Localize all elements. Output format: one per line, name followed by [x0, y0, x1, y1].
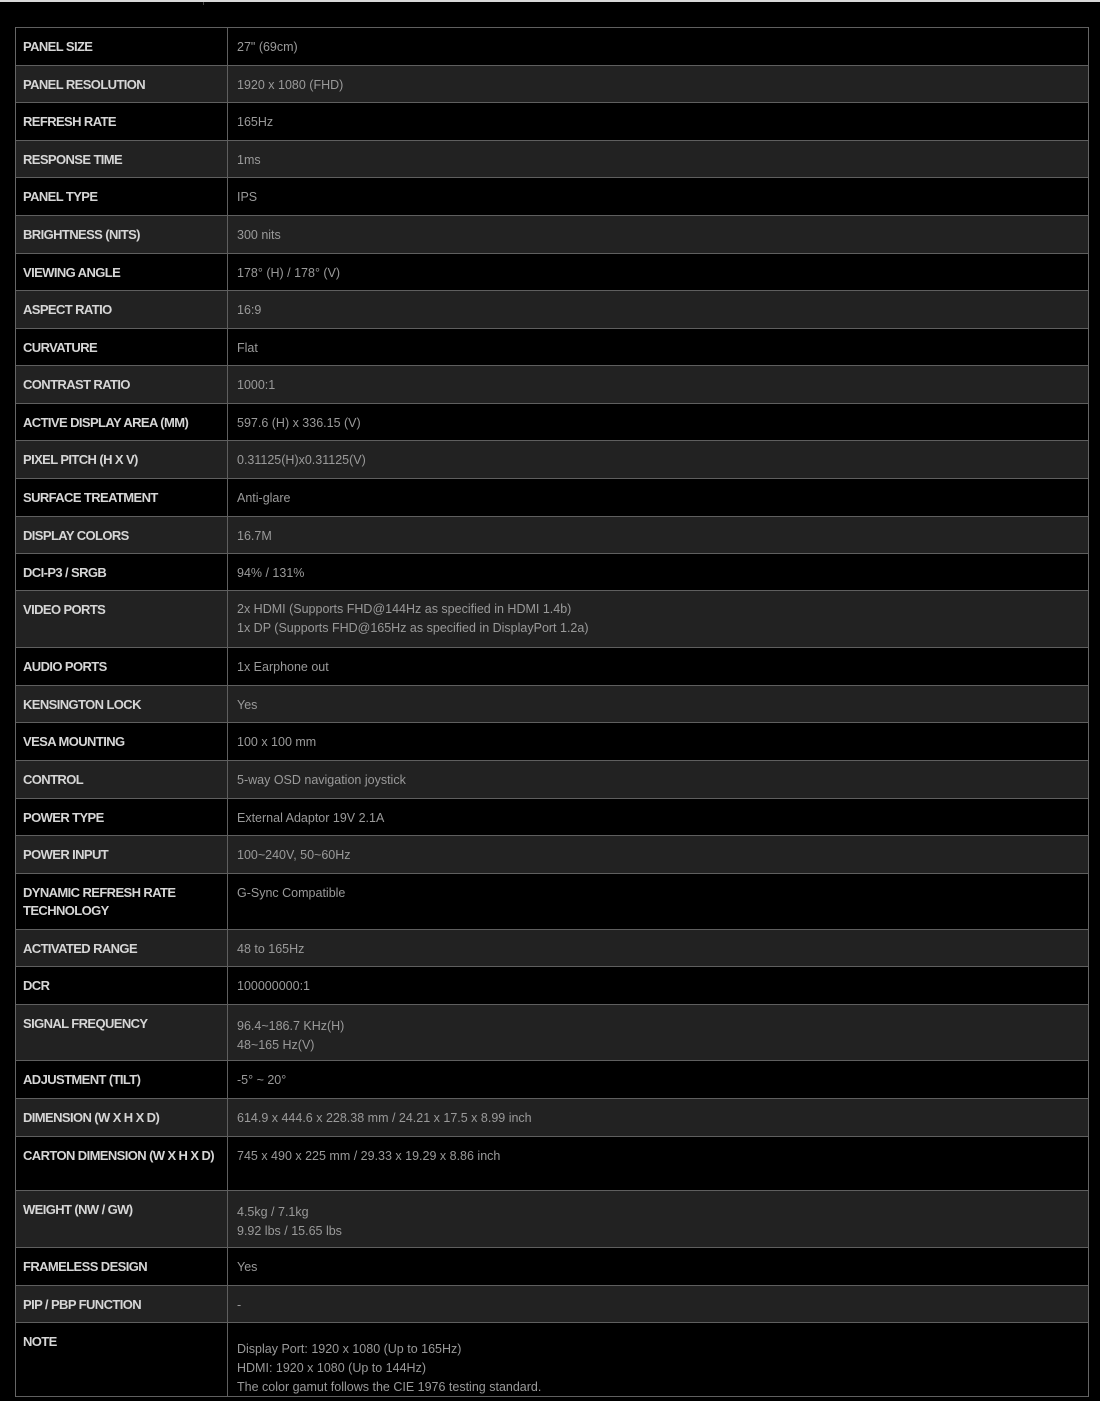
spec-row — [16, 929, 1088, 966]
spec-label: RESPONSE TIME — [16, 141, 228, 177]
spec-value-line: 300 nits — [237, 228, 281, 242]
spec-value — [228, 761, 1088, 798]
spec-value-line: 4.5kg / 7.1kg — [237, 1205, 309, 1219]
spec-value — [228, 1286, 1088, 1322]
spec-value-line: 1x DP (Supports FHD@165Hz as specified in DisplayPort 1.2a) — [237, 621, 589, 635]
divider-tick — [203, 2, 204, 5]
spec-value-line: Anti-glare — [237, 491, 291, 505]
spec-row — [16, 966, 1088, 1004]
spec-label: SIGNAL FREQUENCY — [16, 1005, 228, 1060]
spec-value — [228, 1099, 1088, 1136]
spec-label: NOTE — [16, 1323, 228, 1396]
spec-label: REFRESH RATE — [16, 103, 228, 140]
spec-value-line: 0.31125(H)x0.31125(V) — [237, 453, 366, 467]
spec-value-line: 165Hz — [237, 115, 274, 129]
spec-label: WEIGHT (NW / GW) — [16, 1191, 228, 1247]
spec-label: SURFACE TREATMENT — [16, 479, 228, 516]
spec-row — [16, 590, 1088, 647]
spec-row — [16, 835, 1088, 873]
spec-row — [16, 478, 1088, 516]
spec-row — [16, 516, 1088, 553]
spec-value-line: 9.92 lbs / 15.65 lbs — [237, 1224, 342, 1238]
spec-value-line: 100~240V, 50~60Hz — [237, 848, 351, 862]
spec-value — [228, 836, 1088, 873]
spec-label: ACTIVATED RANGE — [16, 930, 228, 966]
spec-value-line: G-Sync Compatible — [237, 886, 346, 900]
spec-value — [228, 404, 1088, 440]
spec-value-line: The color gamut follows the CIE 1976 testing standard. — [237, 1380, 542, 1394]
spec-value — [228, 1248, 1088, 1285]
spec-row — [16, 27, 1088, 65]
spec-row — [16, 553, 1088, 590]
spec-value — [228, 103, 1088, 140]
spec-label: ADJUSTMENT (TILT) — [16, 1061, 228, 1098]
spec-row — [16, 647, 1088, 685]
spec-label: DISPLAY COLORS — [16, 517, 228, 553]
spec-row — [16, 1247, 1088, 1285]
spec-label: PIXEL PITCH (H X V) — [16, 441, 228, 478]
spec-row — [16, 685, 1088, 722]
spec-label: ACTIVE DISPLAY AREA (MM) — [16, 404, 228, 440]
spec-value-line: 100000000:1 — [237, 979, 310, 993]
spec-value-line: 16.7M — [237, 529, 272, 543]
spec-value — [228, 66, 1088, 102]
spec-row — [16, 1060, 1088, 1098]
spec-label: KENSINGTON LOCK — [16, 686, 228, 722]
spec-value-line: 48~165 Hz(V) — [237, 1038, 315, 1052]
spec-label: CARTON DIMENSION (W X H X D) — [16, 1137, 228, 1190]
spec-value-line: External Adaptor 19V 2.1A — [237, 811, 385, 825]
spec-label: DCR — [16, 967, 228, 1004]
spec-row — [16, 798, 1088, 835]
spec-row — [16, 1190, 1088, 1247]
spec-value — [228, 874, 1088, 929]
spec-row — [16, 1136, 1088, 1190]
spec-row — [16, 328, 1088, 365]
spec-value — [228, 591, 1088, 647]
spec-row — [16, 102, 1088, 140]
spec-value-line: 597.6 (H) x 336.15 (V) — [237, 416, 361, 430]
spec-value — [228, 1005, 1088, 1060]
spec-label: POWER TYPE — [16, 799, 228, 835]
spec-row — [16, 290, 1088, 328]
spec-row — [16, 1322, 1088, 1397]
spec-value — [228, 28, 1088, 65]
spec-value-line: HDMI: 1920 x 1080 (Up to 144Hz) — [237, 1361, 426, 1375]
spec-value — [228, 254, 1088, 290]
spec-value — [228, 967, 1088, 1004]
spec-value — [228, 329, 1088, 365]
spec-value — [228, 178, 1088, 215]
spec-value — [228, 517, 1088, 553]
spec-label: BRIGHTNESS (NITS) — [16, 216, 228, 253]
top-divider — [0, 0, 1100, 2]
spec-value-line: - — [237, 1298, 242, 1312]
spec-label: FRAMELESS DESIGN — [16, 1248, 228, 1285]
spec-value-line: IPS — [237, 190, 258, 204]
spec-label: DCI-P3 / SRGB — [16, 554, 228, 590]
spec-row — [16, 722, 1088, 760]
spec-value-line: 745 x 490 x 225 mm / 29.33 x 19.29 x 8.86 inch — [237, 1149, 501, 1163]
spec-value-line: -5° ~ 20° — [237, 1073, 287, 1087]
spec-label: DYNAMIC REFRESH RATE TECHNOLOGY — [16, 874, 228, 929]
spec-value — [228, 1137, 1088, 1190]
spec-label: VIEWING ANGLE — [16, 254, 228, 290]
spec-row — [16, 440, 1088, 478]
spec-value — [228, 366, 1088, 403]
spec-label: ASPECT RATIO — [16, 291, 228, 328]
spec-value — [228, 1061, 1088, 1098]
spec-value — [228, 1323, 1088, 1396]
spec-label: PANEL RESOLUTION — [16, 66, 228, 102]
spec-value-line: 48 to 165Hz — [237, 942, 305, 956]
spec-row — [16, 1285, 1088, 1322]
spec-label: CONTROL — [16, 761, 228, 798]
spec-row — [16, 253, 1088, 290]
spec-value — [228, 648, 1088, 685]
spec-row — [16, 403, 1088, 440]
spec-value — [228, 141, 1088, 177]
spec-value-line: 1000:1 — [237, 378, 276, 392]
spec-value — [228, 930, 1088, 966]
spec-value-line: Flat — [237, 341, 258, 355]
spec-value-line: 16:9 — [237, 303, 262, 317]
spec-value-line: 100 x 100 mm — [237, 735, 317, 749]
spec-row — [16, 1098, 1088, 1136]
spec-value-line: 96.4~186.7 KHz(H) — [237, 1019, 345, 1033]
spec-value-line: 1920 x 1080 (FHD) — [237, 78, 344, 92]
spec-value-line: 5-way OSD navigation joystick — [237, 773, 406, 787]
spec-row — [16, 365, 1088, 403]
spec-value — [228, 1191, 1088, 1247]
spec-value — [228, 291, 1088, 328]
spec-label: DIMENSION (W X H X D) — [16, 1099, 228, 1136]
spec-value-line: 614.9 x 444.6 x 228.38 mm / 24.21 x 17.5 x 8.99 inch — [237, 1111, 532, 1125]
spec-value — [228, 554, 1088, 590]
spec-row — [16, 215, 1088, 253]
spec-table — [15, 27, 1089, 1397]
spec-value-line: Yes — [237, 1260, 258, 1274]
spec-label: VESA MOUNTING — [16, 723, 228, 760]
spec-value — [228, 441, 1088, 478]
spec-value-line: Display Port: 1920 x 1080 (Up to 165Hz) — [237, 1342, 462, 1356]
spec-row — [16, 873, 1088, 929]
spec-value — [228, 686, 1088, 722]
spec-value — [228, 216, 1088, 253]
spec-label: PANEL TYPE — [16, 178, 228, 215]
spec-value-line: Yes — [237, 698, 258, 712]
spec-label: AUDIO PORTS — [16, 648, 228, 685]
spec-label: PIP / PBP FUNCTION — [16, 1286, 228, 1322]
spec-row — [16, 140, 1088, 177]
spec-value-line: 94% / 131% — [237, 566, 305, 580]
spec-row — [16, 177, 1088, 215]
spec-label: CONTRAST RATIO — [16, 366, 228, 403]
spec-row — [16, 760, 1088, 798]
spec-label: CURVATURE — [16, 329, 228, 365]
spec-row — [16, 65, 1088, 102]
spec-row — [16, 1004, 1088, 1060]
spec-value — [228, 723, 1088, 760]
spec-value-line: 178° (H) / 178° (V) — [237, 266, 341, 280]
spec-label: PANEL SIZE — [16, 28, 228, 65]
spec-label: POWER INPUT — [16, 836, 228, 873]
spec-value-line: 2x HDMI (Supports FHD@144Hz as specified in HDMI 1.4b) — [237, 602, 572, 616]
spec-value-line: 1x Earphone out — [237, 660, 329, 674]
spec-value-line: 27" (69cm) — [237, 40, 298, 54]
spec-value — [228, 799, 1088, 835]
spec-value — [228, 479, 1088, 516]
spec-label: VIDEO PORTS — [16, 591, 228, 647]
spec-value-line: 1ms — [237, 153, 261, 167]
